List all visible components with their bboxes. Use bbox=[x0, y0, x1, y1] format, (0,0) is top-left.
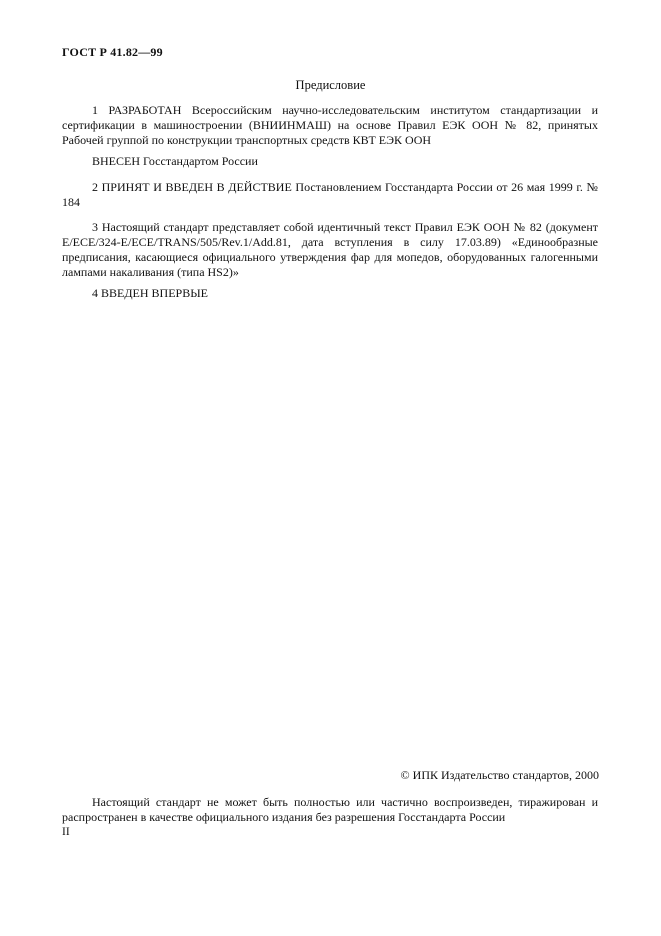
paragraph-identical-text: 3 Настоящий стандарт представляет собой идентичный текст Правил ЕЭК ООН № 82 (документ E/ECE/324-E/ECE/TRANS/505/Rev.1/Add.81, дата вступления в силу 17.03.89) «Единообразные предписания, касающиеся официального утверждения фар для мопедов, оборудованных галогенными лампами накаливания (типа HS2)» bbox=[62, 220, 598, 279]
paragraph-adopted: 2 ПРИНЯТ И ВВЕДЕН В ДЕЙСТВИЕ Постановлением Госстандарта России от 26 мая 1999 г. № 184 bbox=[62, 180, 598, 209]
copyright-line: © ИПК Издательство стандартов, 2000 bbox=[400, 768, 599, 782]
paragraph-first-introduced: 4 ВВЕДЕН ВПЕРВЫЕ bbox=[92, 286, 208, 300]
paragraph-introduced-by: ВНЕСЕН Госстандартом России bbox=[92, 154, 258, 168]
paragraph-developed-by: 1 РАЗРАБОТАН Всероссийским научно-исследовательским институтом стандартизации и сертификации в машиностроении (ВНИИНМАШ) на основе Правил ЕЭК ООН № 82, принятых Рабочей группой по конструкции транспортных средств КВТ ЕЭК ООН bbox=[62, 103, 598, 147]
reproduction-notice: Настоящий стандарт не может быть полностью или частично воспроизведен, тиражирован и распространен в качестве официального издания без разрешения Госстандарта России bbox=[62, 795, 598, 824]
section-title: Предисловие bbox=[295, 78, 366, 92]
document-id-header: ГОСТ Р 41.82—99 bbox=[62, 45, 163, 59]
page-number: II bbox=[62, 826, 70, 838]
